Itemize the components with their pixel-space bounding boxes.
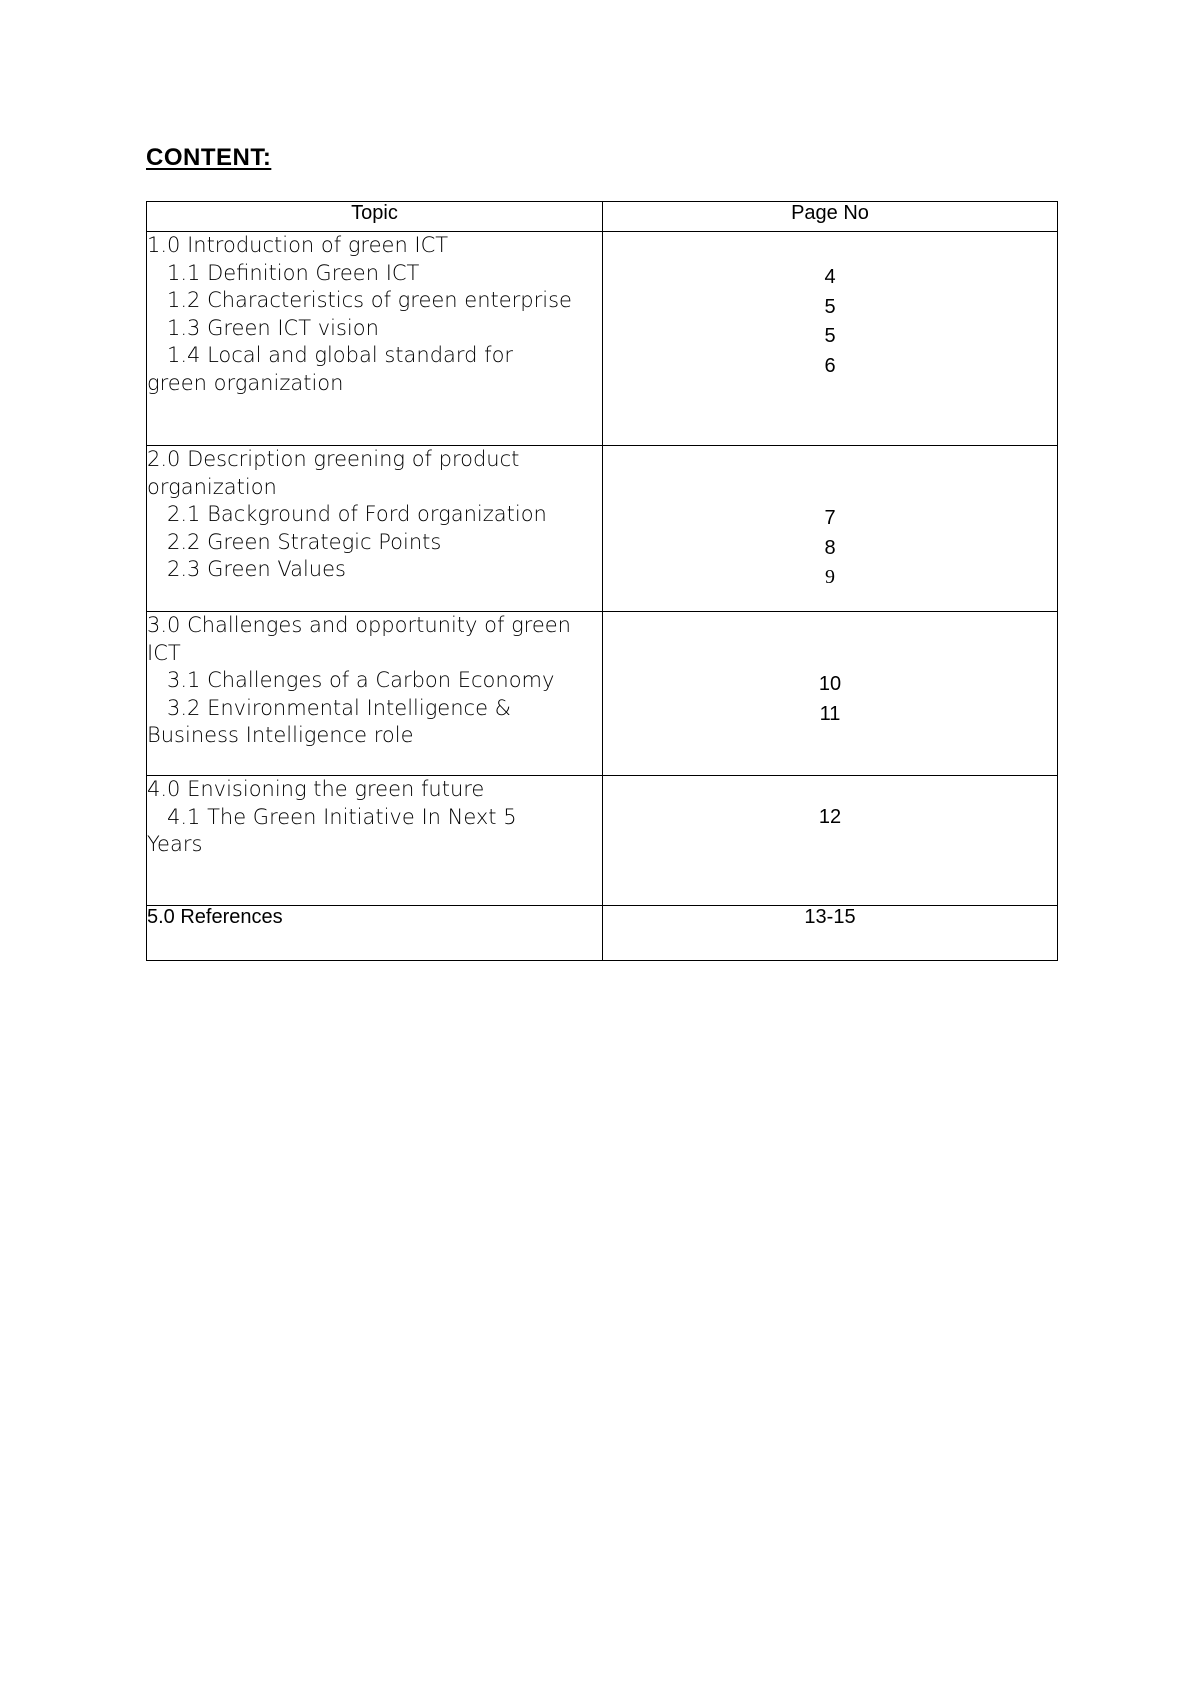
table-header-row: [147, 202, 1058, 232]
page-number: 11: [819, 702, 841, 725]
page-cell: [603, 776, 1058, 906]
subsection-title: 2.2 Green Strategic Points: [167, 529, 442, 554]
table-row: [147, 776, 1058, 906]
topic-cell: [147, 612, 603, 776]
section-title: 3.0 Challenges and opportunity of green: [147, 613, 571, 637]
section-title-continued: ICT: [147, 640, 181, 665]
subsection-title: 4.1 The Green Initiative In Next 5: [167, 804, 517, 829]
table-row: [147, 232, 1058, 446]
column-header-topic: Topic: [147, 202, 603, 232]
subsection-title: 1.2 Characteristics of green enterprise: [167, 288, 572, 312]
page-cell: [603, 612, 1058, 776]
column-header-page: Page No: [603, 202, 1058, 232]
topic-cell: [147, 906, 603, 961]
page-cell: [603, 446, 1058, 612]
page-number: 13-15: [804, 906, 856, 928]
topic-cell: [147, 446, 603, 612]
subsection-title: 1.1 Definition Green ICT: [167, 260, 420, 285]
subsection-title-continued: Business Intelligence role: [147, 723, 414, 747]
page-number: 10: [818, 673, 842, 695]
table-row: [147, 906, 1058, 961]
page-number: 7: [824, 507, 836, 529]
subsection-title-continued: Years: [147, 832, 203, 856]
topic-cell: [147, 232, 603, 446]
table-row: [147, 612, 1058, 776]
page-number: 5: [824, 295, 836, 318]
page-cell: [603, 906, 1058, 961]
subsection-title: 1.3 Green ICT vision: [167, 315, 379, 340]
section-title: 1.0 Introduction of green ICT: [147, 233, 449, 257]
section-title: 5.0 References: [147, 906, 283, 928]
subsection-title: 3.2 Environmental Intelligence &: [167, 695, 512, 720]
page-number: 5: [824, 325, 836, 347]
subsection-title: 2.1 Background of Ford organization: [167, 502, 547, 526]
topic-cell: [147, 776, 603, 906]
contents-table: [146, 201, 1058, 961]
section-title: 4.0 Envisioning the green future: [147, 777, 485, 801]
subsection-title-continued: green organization: [147, 370, 344, 395]
table-row: [147, 446, 1058, 612]
page-number: 4: [824, 266, 836, 288]
subsection-title: 1.4 Local and global standard for: [167, 343, 514, 367]
page-number: 12: [818, 806, 842, 828]
page-heading: CONTENT:: [146, 144, 272, 171]
page-number: 9: [825, 566, 835, 588]
page-cell: [603, 232, 1058, 446]
section-title: 2.0 Description greening of product: [147, 447, 520, 471]
page-number: 8: [824, 536, 836, 559]
page-number: 6: [824, 354, 836, 377]
subsection-title: 3.1 Challenges of a Carbon Economy: [167, 668, 555, 692]
subsection-title: 2.3 Green Values: [167, 557, 346, 581]
section-title-continued: organization: [147, 474, 277, 499]
